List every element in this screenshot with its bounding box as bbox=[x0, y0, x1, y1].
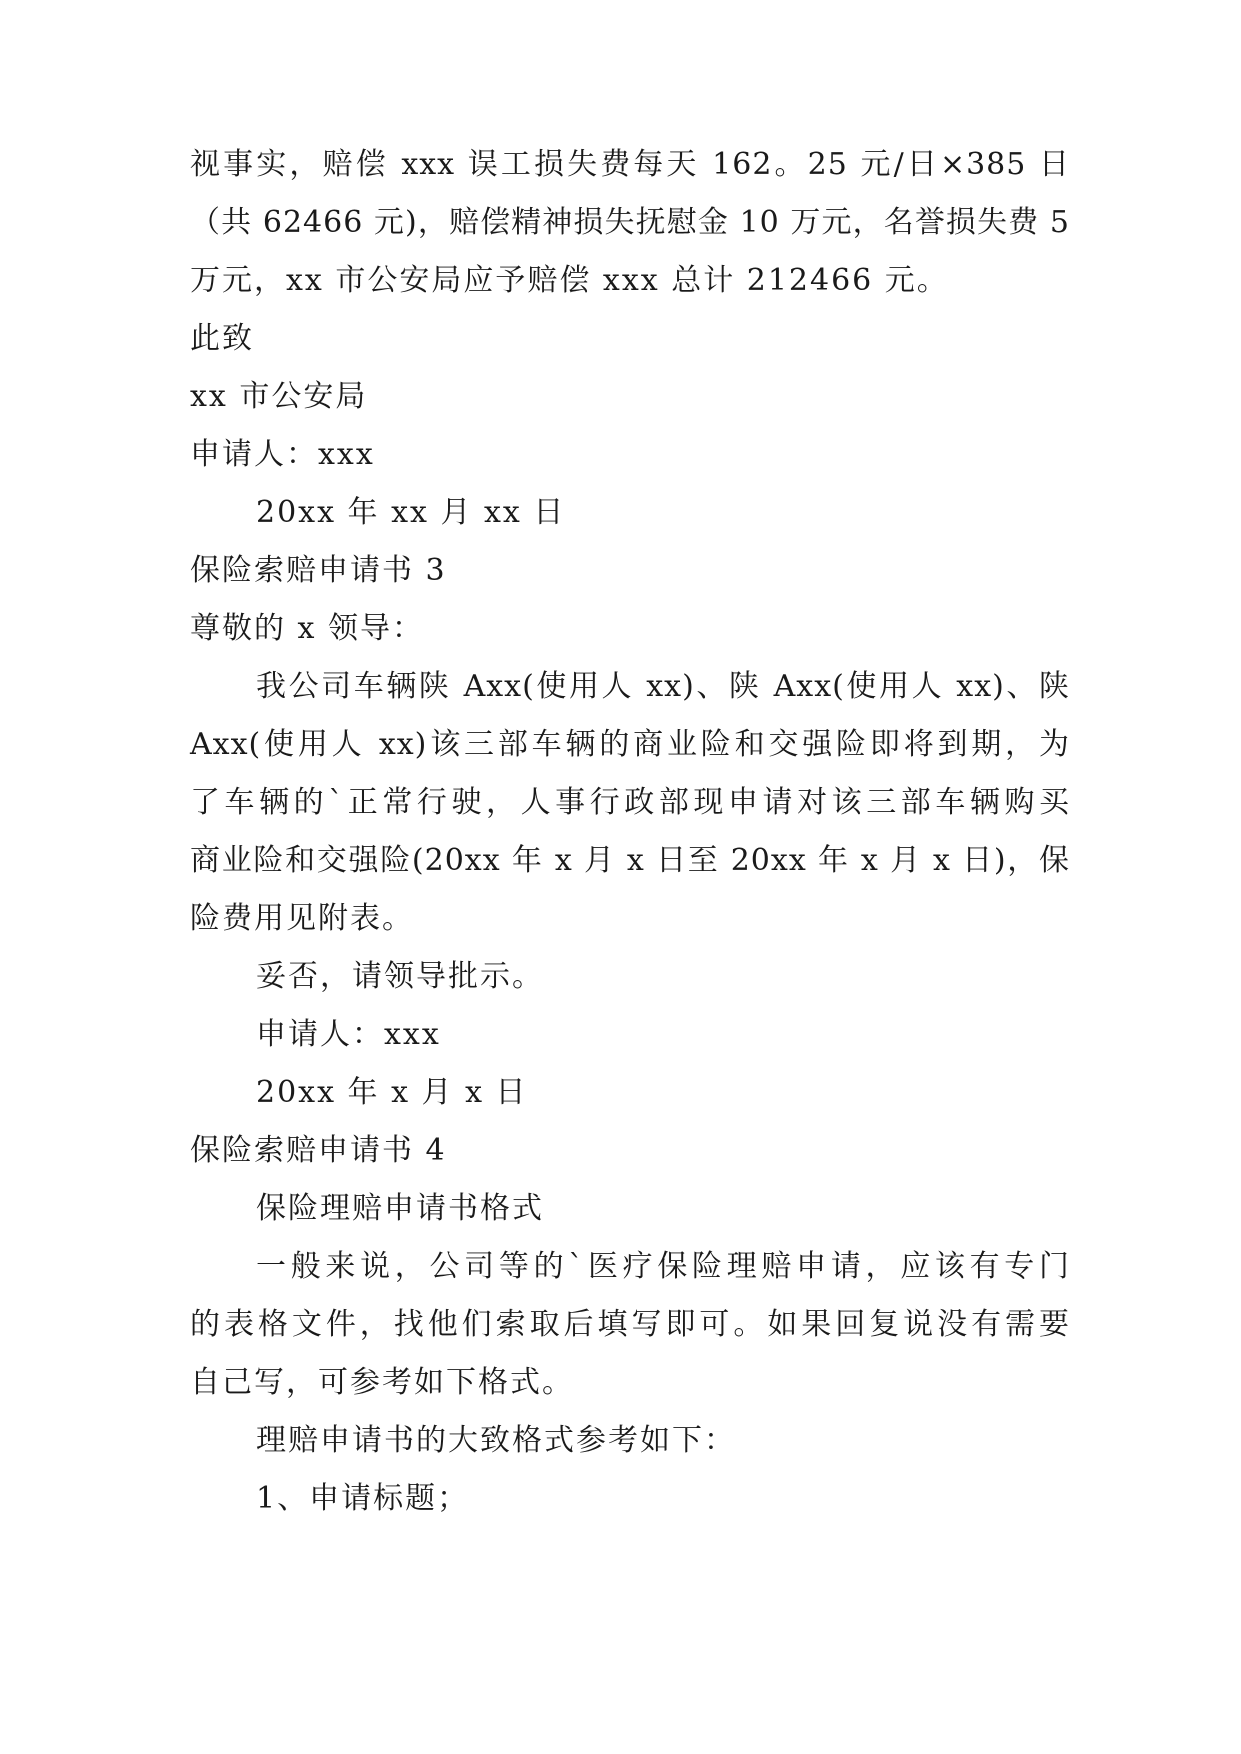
recipient: xx 市公安局 bbox=[190, 379, 368, 414]
body-text-line: 万元，xx 市公安局应予赔偿 xxx 总计 212466 元。 bbox=[190, 263, 949, 298]
subheading: 保险理赔申请书格式 bbox=[256, 1191, 544, 1226]
body-text-line: 视事实，赔偿 xxx 误工损失费每天 162。25 元/日×385 日 bbox=[190, 147, 1070, 182]
body-text-line: 险费用见附表。 bbox=[190, 901, 414, 936]
body-text-line: 了车辆的`正常行驶，人事行政部现申请对该三部车辆购买 bbox=[190, 785, 1070, 820]
closing-salutation: 此致 bbox=[190, 321, 254, 356]
body-text-line: 妥否，请领导批示。 bbox=[256, 959, 544, 994]
body-text-line: 自己写，可参考如下格式。 bbox=[190, 1365, 574, 1400]
list-item: 1、申请标题； bbox=[256, 1481, 470, 1516]
section-heading: 保险索赔申请书 4 bbox=[190, 1133, 447, 1168]
date-line: 20xx 年 x 月 x 日 bbox=[256, 1075, 528, 1110]
body-text-line: 的表格文件，找他们索取后填写即可。如果回复说没有需要 bbox=[190, 1307, 1070, 1342]
body-text-line: 商业险和交强险(20xx 年 x 月 x 日至 20xx 年 x 月 x 日)，保 bbox=[190, 843, 1070, 878]
body-text-line: Axx(使用人 xx)该三部车辆的商业险和交强险即将到期，为 bbox=[190, 727, 1070, 762]
section-heading: 保险索赔申请书 3 bbox=[190, 553, 447, 588]
greeting: 尊敬的 x 领导： bbox=[190, 611, 424, 646]
body-text-line: 理赔申请书的大致格式参考如下： bbox=[256, 1423, 736, 1458]
body-text-line: 我公司车辆陕 Axx(使用人 xx)、陕 Axx(使用人 xx)、陕 bbox=[256, 669, 1070, 704]
body-text-line: 一般来说，公司等的`医疗保险理赔申请，应该有专门 bbox=[256, 1249, 1070, 1284]
applicant-signature: 申请人：xxx bbox=[256, 1017, 441, 1052]
body-text-line: （共 62466 元)，赔偿精神损失抚慰金 10 万元，名誉损失费 5 bbox=[190, 205, 1070, 240]
date-line: 20xx 年 xx 月 xx 日 bbox=[256, 495, 566, 530]
applicant-signature: 申请人：xxx bbox=[190, 437, 375, 472]
